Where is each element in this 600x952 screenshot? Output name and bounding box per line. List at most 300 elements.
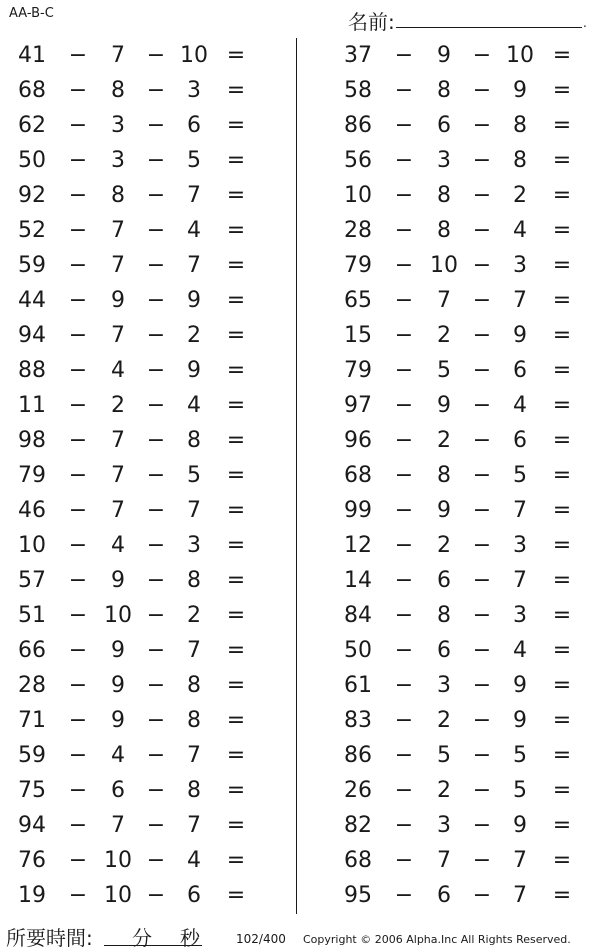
minus-sign: −	[146, 568, 166, 593]
seconds-label: 秒	[180, 926, 200, 950]
minuend: 15	[344, 323, 372, 348]
minuend: 28	[18, 673, 46, 698]
subtrahend-2: 8	[187, 708, 201, 733]
right-problem-column	[336, 38, 600, 913]
minus-sign: −	[68, 393, 88, 418]
subtrahend-1: 9	[111, 638, 125, 663]
equals-sign: =	[552, 743, 572, 768]
problem-row	[336, 423, 600, 458]
equals-sign: =	[552, 323, 572, 348]
minus-sign: −	[146, 673, 166, 698]
problem-row	[10, 773, 290, 808]
minuend: 46	[18, 498, 46, 523]
minus-sign: −	[394, 743, 414, 768]
minus-sign: −	[146, 358, 166, 383]
minus-sign: −	[472, 638, 492, 663]
minus-sign: −	[394, 638, 414, 663]
minus-sign: −	[146, 78, 166, 103]
problem-row	[336, 283, 600, 318]
subtrahend-1: 10	[430, 253, 458, 278]
minus-sign: −	[394, 533, 414, 558]
equals-sign: =	[226, 218, 246, 243]
name-field[interactable]	[348, 6, 588, 32]
minuend: 11	[18, 393, 46, 418]
subtrahend-2: 8	[187, 428, 201, 453]
minus-sign: −	[394, 463, 414, 488]
minus-sign: −	[394, 218, 414, 243]
minus-sign: −	[146, 743, 166, 768]
minus-sign: −	[394, 568, 414, 593]
minuend: 97	[344, 393, 372, 418]
problem-row	[336, 773, 600, 808]
subtrahend-2: 2	[187, 603, 201, 628]
minus-sign: −	[394, 603, 414, 628]
subtrahend-2: 4	[187, 393, 201, 418]
subtrahend-2: 8	[187, 568, 201, 593]
subtrahend-1: 6	[437, 638, 451, 663]
minus-sign: −	[68, 218, 88, 243]
equals-sign: =	[226, 603, 246, 628]
minus-sign: −	[146, 498, 166, 523]
minus-sign: −	[394, 813, 414, 838]
equals-sign: =	[226, 323, 246, 348]
subtrahend-2: 3	[513, 253, 527, 278]
minuend: 41	[18, 43, 46, 68]
minuend: 59	[18, 743, 46, 768]
minuend: 95	[344, 883, 372, 908]
minuend: 50	[18, 148, 46, 173]
minuend: 79	[18, 463, 46, 488]
problem-row	[336, 878, 600, 913]
minus-sign: −	[68, 148, 88, 173]
minus-sign: −	[146, 113, 166, 138]
subtrahend-2: 7	[187, 743, 201, 768]
equals-sign: =	[552, 428, 572, 453]
problem-row	[10, 143, 290, 178]
problem-row	[336, 213, 600, 248]
subtrahend-2: 7	[187, 498, 201, 523]
subtrahend-1: 3	[437, 813, 451, 838]
problem-row	[336, 738, 600, 773]
subtrahend-2: 6	[513, 428, 527, 453]
problem-row	[10, 108, 290, 143]
minuend: 79	[344, 358, 372, 383]
subtrahend-2: 6	[187, 113, 201, 138]
problem-row	[10, 563, 290, 598]
minus-sign: −	[68, 883, 88, 908]
equals-sign: =	[552, 218, 572, 243]
equals-sign: =	[226, 78, 246, 103]
minuend: 68	[18, 78, 46, 103]
minus-sign: −	[472, 603, 492, 628]
equals-sign: =	[226, 183, 246, 208]
minus-sign: −	[472, 78, 492, 103]
minuend: 56	[344, 148, 372, 173]
equals-sign: =	[552, 253, 572, 278]
subtrahend-1: 5	[437, 358, 451, 383]
problem-row	[10, 38, 290, 73]
subtrahend-2: 6	[513, 358, 527, 383]
subtrahend-1: 6	[111, 778, 125, 803]
minus-sign: −	[472, 183, 492, 208]
subtrahend-2: 8	[513, 148, 527, 173]
subtrahend-2: 3	[513, 603, 527, 628]
minus-sign: −	[394, 78, 414, 103]
equals-sign: =	[552, 813, 572, 838]
equals-sign: =	[552, 183, 572, 208]
problem-row	[10, 668, 290, 703]
subtrahend-2: 3	[513, 533, 527, 558]
minus-sign: −	[68, 428, 88, 453]
minuend: 82	[344, 813, 372, 838]
subtrahend-1: 7	[111, 463, 125, 488]
minus-sign: −	[146, 183, 166, 208]
subtrahend-1: 7	[111, 218, 125, 243]
minuend: 62	[18, 113, 46, 138]
minuend: 71	[18, 708, 46, 733]
equals-sign: =	[552, 358, 572, 383]
subtrahend-2: 10	[180, 43, 208, 68]
subtrahend-1: 9	[111, 568, 125, 593]
equals-sign: =	[226, 778, 246, 803]
subtrahend-1: 4	[111, 743, 125, 768]
minus-sign: −	[68, 743, 88, 768]
subtrahend-1: 7	[111, 428, 125, 453]
minuend: 59	[18, 253, 46, 278]
subtrahend-1: 4	[111, 358, 125, 383]
minus-sign: −	[472, 673, 492, 698]
minuend: 10	[344, 183, 372, 208]
minus-sign: −	[146, 813, 166, 838]
subtrahend-1: 3	[111, 148, 125, 173]
equals-sign: =	[552, 113, 572, 138]
subtrahend-1: 6	[437, 113, 451, 138]
subtrahend-1: 10	[104, 883, 132, 908]
minuend: 37	[344, 43, 372, 68]
subtrahend-2: 4	[513, 393, 527, 418]
name-label: 名前:	[348, 10, 395, 34]
equals-sign: =	[552, 778, 572, 803]
minus-sign: −	[394, 428, 414, 453]
minuend: 28	[344, 218, 372, 243]
equals-sign: =	[226, 568, 246, 593]
minus-sign: −	[394, 393, 414, 418]
equals-sign: =	[226, 288, 246, 313]
minus-sign: −	[146, 393, 166, 418]
problem-row	[10, 213, 290, 248]
equals-sign: =	[552, 533, 572, 558]
subtrahend-2: 9	[513, 813, 527, 838]
equals-sign: =	[226, 113, 246, 138]
minuend: 10	[18, 533, 46, 558]
name-end-period: .	[583, 16, 587, 30]
problem-row	[10, 73, 290, 108]
problem-row	[10, 808, 290, 843]
minus-sign: −	[68, 708, 88, 733]
subtrahend-1: 9	[437, 393, 451, 418]
problem-row	[336, 353, 600, 388]
minus-sign: −	[394, 778, 414, 803]
minuend: 75	[18, 778, 46, 803]
subtrahend-2: 7	[513, 848, 527, 873]
subtrahend-1: 3	[437, 148, 451, 173]
minuend: 65	[344, 288, 372, 313]
subtrahend-1: 6	[437, 568, 451, 593]
equals-sign: =	[552, 463, 572, 488]
equals-sign: =	[552, 393, 572, 418]
minuend: 86	[344, 743, 372, 768]
equals-sign: =	[552, 148, 572, 173]
minus-sign: −	[68, 498, 88, 523]
equals-sign: =	[226, 393, 246, 418]
minus-sign: −	[472, 393, 492, 418]
subtrahend-2: 6	[187, 883, 201, 908]
problem-row	[336, 388, 600, 423]
minus-sign: −	[472, 813, 492, 838]
equals-sign: =	[226, 638, 246, 663]
subtrahend-2: 10	[506, 43, 534, 68]
minus-sign: −	[472, 43, 492, 68]
subtrahend-1: 8	[437, 183, 451, 208]
equals-sign: =	[552, 603, 572, 628]
minus-sign: −	[68, 253, 88, 278]
equals-sign: =	[552, 708, 572, 733]
minus-sign: −	[68, 603, 88, 628]
subtrahend-1: 7	[437, 288, 451, 313]
minus-sign: −	[394, 358, 414, 383]
minuend: 94	[18, 813, 46, 838]
subtrahend-1: 7	[437, 848, 451, 873]
equals-sign: =	[552, 43, 572, 68]
problem-row	[336, 668, 600, 703]
minuend: 79	[344, 253, 372, 278]
subtrahend-2: 4	[187, 218, 201, 243]
minus-sign: −	[472, 848, 492, 873]
problem-row	[10, 353, 290, 388]
minus-sign: −	[394, 43, 414, 68]
problem-row	[10, 878, 290, 913]
subtrahend-2: 4	[513, 218, 527, 243]
minus-sign: −	[146, 638, 166, 663]
subtrahend-1: 8	[111, 78, 125, 103]
subtrahend-1: 6	[437, 883, 451, 908]
minus-sign: −	[394, 883, 414, 908]
equals-sign: =	[226, 498, 246, 523]
minuend: 83	[344, 708, 372, 733]
copyright-text: Copyright © 2006 Alpha.Inc All Rights Reserved.	[303, 933, 571, 946]
subtrahend-2: 7	[187, 253, 201, 278]
equals-sign: =	[552, 288, 572, 313]
minus-sign: −	[472, 288, 492, 313]
equals-sign: =	[552, 498, 572, 523]
minus-sign: −	[146, 43, 166, 68]
subtrahend-2: 3	[187, 533, 201, 558]
problem-row	[336, 38, 600, 73]
subtrahend-2: 5	[513, 463, 527, 488]
equals-sign: =	[226, 533, 246, 558]
subtrahend-1: 4	[111, 533, 125, 558]
equals-sign: =	[552, 568, 572, 593]
subtrahend-1: 7	[111, 813, 125, 838]
minuend: 12	[344, 533, 372, 558]
subtrahend-1: 9	[111, 673, 125, 698]
problem-row	[336, 73, 600, 108]
subtrahend-2: 2	[513, 183, 527, 208]
minuend: 14	[344, 568, 372, 593]
subtrahend-2: 7	[513, 498, 527, 523]
minus-sign: −	[472, 498, 492, 523]
minus-sign: −	[394, 708, 414, 733]
minus-sign: −	[68, 848, 88, 873]
minus-sign: −	[68, 463, 88, 488]
minuend: 92	[18, 183, 46, 208]
equals-sign: =	[552, 78, 572, 103]
minus-sign: −	[472, 778, 492, 803]
equals-sign: =	[226, 708, 246, 733]
subtrahend-2: 7	[187, 183, 201, 208]
equals-sign: =	[552, 638, 572, 663]
minus-sign: −	[68, 288, 88, 313]
minus-sign: −	[394, 288, 414, 313]
subtrahend-1: 8	[437, 463, 451, 488]
equals-sign: =	[226, 743, 246, 768]
problem-row	[10, 388, 290, 423]
subtrahend-2: 8	[513, 113, 527, 138]
subtrahend-1: 8	[111, 183, 125, 208]
subtrahend-1: 10	[104, 603, 132, 628]
problem-row	[10, 633, 290, 668]
minus-sign: −	[472, 883, 492, 908]
left-problem-column	[10, 38, 290, 913]
equals-sign: =	[226, 463, 246, 488]
minuend: 66	[18, 638, 46, 663]
minus-sign: −	[472, 148, 492, 173]
minuend: 86	[344, 113, 372, 138]
problem-row	[10, 843, 290, 878]
problem-row	[336, 528, 600, 563]
minuend: 88	[18, 358, 46, 383]
equals-sign: =	[226, 673, 246, 698]
page-number: 102/400	[236, 932, 286, 946]
minus-sign: −	[68, 43, 88, 68]
problem-row	[336, 598, 600, 633]
subtrahend-2: 5	[187, 463, 201, 488]
minus-sign: −	[68, 673, 88, 698]
problem-row	[10, 738, 290, 773]
minus-sign: −	[146, 218, 166, 243]
minus-sign: −	[68, 323, 88, 348]
subtrahend-2: 9	[187, 358, 201, 383]
minuend: 26	[344, 778, 372, 803]
minuend: 68	[344, 848, 372, 873]
subtrahend-2: 7	[513, 288, 527, 313]
minus-sign: −	[146, 603, 166, 628]
minuend: 51	[18, 603, 46, 628]
problem-row	[336, 318, 600, 353]
problem-row	[10, 598, 290, 633]
subtrahend-2: 5	[513, 743, 527, 768]
subtrahend-1: 9	[437, 498, 451, 523]
minuend: 50	[344, 638, 372, 663]
subtrahend-1: 8	[437, 78, 451, 103]
equals-sign: =	[226, 848, 246, 873]
problem-row	[336, 808, 600, 843]
problem-row	[336, 493, 600, 528]
minus-sign: −	[472, 253, 492, 278]
minuend: 57	[18, 568, 46, 593]
equals-sign: =	[226, 813, 246, 838]
subtrahend-1: 8	[437, 603, 451, 628]
minus-sign: −	[394, 848, 414, 873]
problem-row	[10, 248, 290, 283]
subtrahend-2: 9	[513, 673, 527, 698]
subtrahend-1: 9	[111, 288, 125, 313]
minus-sign: −	[394, 113, 414, 138]
subtrahend-2: 9	[187, 288, 201, 313]
equals-sign: =	[226, 358, 246, 383]
equals-sign: =	[226, 428, 246, 453]
minus-sign: −	[146, 253, 166, 278]
minus-sign: −	[472, 358, 492, 383]
minuend: 98	[18, 428, 46, 453]
minus-sign: −	[394, 253, 414, 278]
subtrahend-2: 8	[187, 673, 201, 698]
subtrahend-1: 10	[104, 848, 132, 873]
minuend: 58	[344, 78, 372, 103]
name-underline	[396, 27, 582, 28]
minus-sign: −	[394, 498, 414, 523]
subtrahend-2: 7	[513, 568, 527, 593]
minus-sign: −	[68, 813, 88, 838]
minus-sign: −	[472, 568, 492, 593]
minus-sign: −	[472, 428, 492, 453]
subtrahend-1: 7	[111, 43, 125, 68]
subtrahend-2: 4	[513, 638, 527, 663]
subtrahend-1: 2	[437, 708, 451, 733]
equals-sign: =	[226, 43, 246, 68]
subtrahend-1: 2	[437, 533, 451, 558]
minus-sign: −	[68, 78, 88, 103]
minus-sign: −	[394, 323, 414, 348]
subtrahend-2: 3	[187, 78, 201, 103]
equals-sign: =	[226, 253, 246, 278]
problem-row	[336, 178, 600, 213]
minus-sign: −	[68, 778, 88, 803]
equals-sign: =	[552, 848, 572, 873]
minus-sign: −	[146, 883, 166, 908]
subtrahend-1: 2	[437, 428, 451, 453]
minuend: 76	[18, 848, 46, 873]
problem-row	[10, 493, 290, 528]
problem-row	[336, 703, 600, 738]
column-divider	[296, 38, 297, 914]
equals-sign: =	[552, 673, 572, 698]
minus-sign: −	[394, 183, 414, 208]
subtrahend-2: 2	[187, 323, 201, 348]
problem-row	[336, 633, 600, 668]
minus-sign: −	[472, 533, 492, 558]
subtrahend-2: 7	[187, 638, 201, 663]
subtrahend-1: 9	[111, 708, 125, 733]
minuend: 61	[344, 673, 372, 698]
minus-sign: −	[146, 848, 166, 873]
minuend: 84	[344, 603, 372, 628]
subtrahend-1: 8	[437, 218, 451, 243]
minuend: 52	[18, 218, 46, 243]
subtrahend-1: 7	[111, 253, 125, 278]
minus-sign: −	[68, 533, 88, 558]
subtrahend-2: 4	[187, 848, 201, 873]
